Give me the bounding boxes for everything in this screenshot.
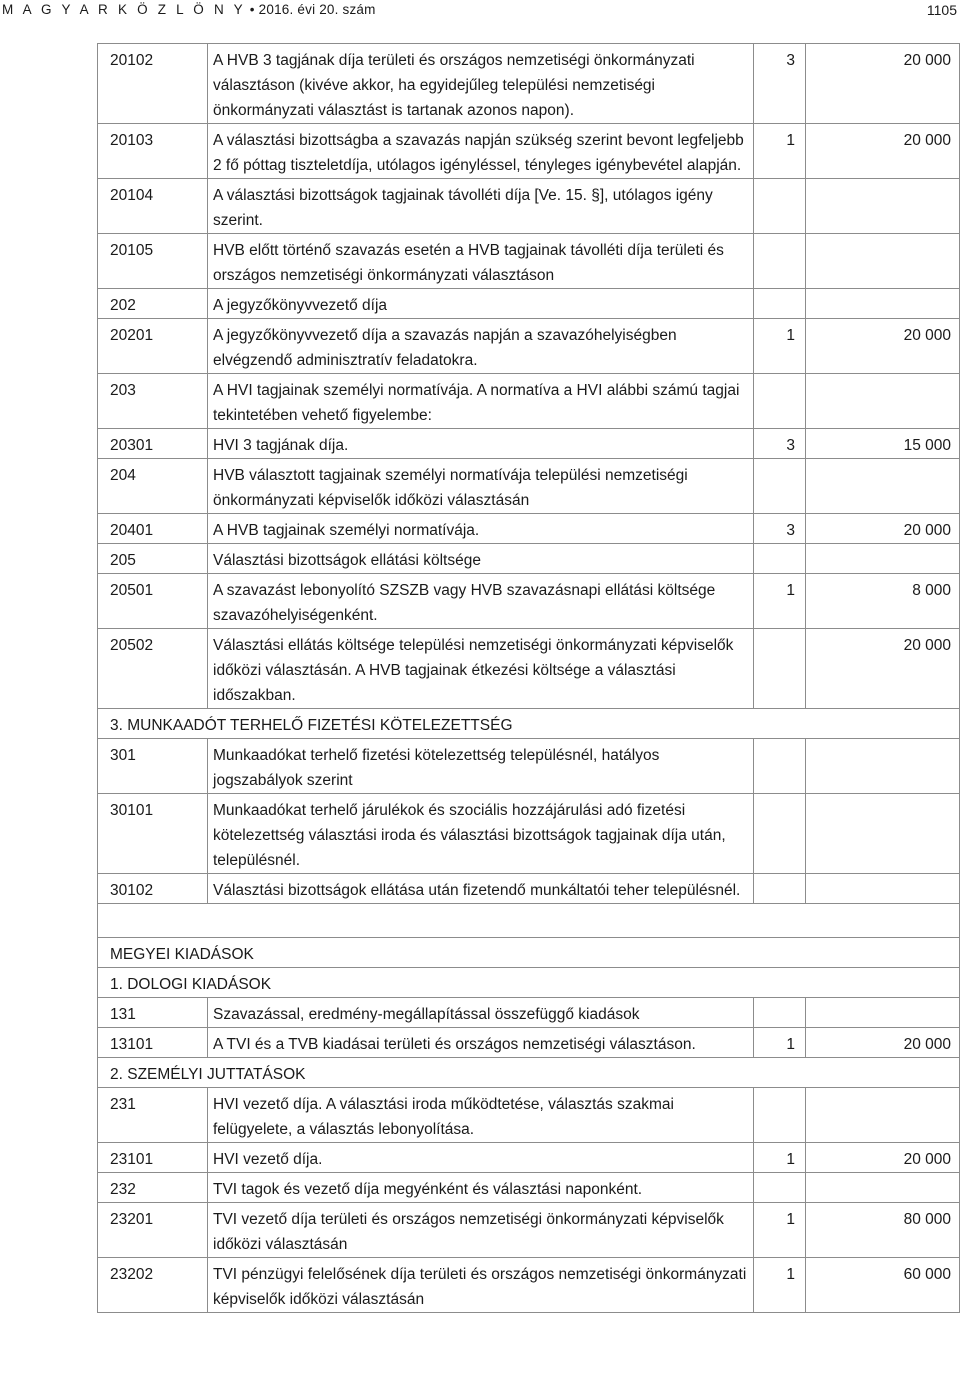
section-heading: 1. DOLOGI KIADÁSOK: [98, 968, 960, 998]
row-amount: 20 000: [806, 124, 960, 179]
row-code: 205: [98, 544, 208, 574]
row-code: 20201: [98, 319, 208, 374]
row-amount: 20 000: [806, 1143, 960, 1173]
table-row: [98, 179, 960, 234]
row-code: 23201: [98, 1203, 208, 1258]
row-description: A választási bizottságba a szavazás napján szükség szerint bevont legfeljebb 2 fő póttag tiszteletdíja, utólagos igényléssel, tényleges igénybevétel alapján.: [208, 124, 754, 179]
row-amount: [806, 289, 960, 319]
row-amount: 80 000: [806, 1203, 960, 1258]
section-heading-row: [98, 968, 960, 998]
row-code: 232: [98, 1173, 208, 1203]
table-row: [98, 1258, 960, 1313]
row-description: TVI vezető díja területi és országos nemzetiségi önkormányzati képviselők időközi választásán: [208, 1203, 754, 1258]
journal-title: M A G Y A R K Ö Z L Ö N Y: [2, 2, 246, 17]
row-code: 30102: [98, 874, 208, 904]
table-row: [98, 1028, 960, 1058]
row-code: 20501: [98, 574, 208, 629]
table-row: [98, 629, 960, 709]
row-code: 20301: [98, 429, 208, 459]
row-quantity: [754, 234, 806, 289]
empty-row: [98, 904, 960, 938]
row-quantity: [754, 629, 806, 709]
row-quantity: [754, 874, 806, 904]
row-quantity: [754, 794, 806, 874]
row-quantity: 1: [754, 574, 806, 629]
row-quantity: [754, 998, 806, 1028]
row-description: HVI 3 tagjának díja.: [208, 429, 754, 459]
section-heading-row: [98, 709, 960, 739]
table-row: [98, 514, 960, 544]
row-quantity: [754, 374, 806, 429]
row-quantity: 1: [754, 1143, 806, 1173]
table-row: [98, 459, 960, 514]
row-amount: [806, 739, 960, 794]
row-code: 204: [98, 459, 208, 514]
table-row: [98, 319, 960, 374]
section-heading: 2. SZEMÉLYI JUTTATÁSOK: [98, 1058, 960, 1088]
row-quantity: [754, 459, 806, 514]
empty-cell: [98, 904, 960, 938]
row-description: TVI tagok és vezető díja megyénként és választási naponként.: [208, 1173, 754, 1203]
row-description: A HVB tagjainak személyi normatívája.: [208, 514, 754, 544]
row-description: A jegyzőkönyvvezető díja a szavazás napján a szavazóhelyiségben elvégzendő adminisztratív feladatokra.: [208, 319, 754, 374]
row-code: 131: [98, 998, 208, 1028]
row-code: 20502: [98, 629, 208, 709]
row-quantity: [754, 1088, 806, 1143]
table-row: [98, 874, 960, 904]
page-header: [0, 0, 960, 24]
row-amount: 20 000: [806, 629, 960, 709]
table-row: [98, 794, 960, 874]
row-quantity: [754, 1173, 806, 1203]
row-code: 23101: [98, 1143, 208, 1173]
table-row: [98, 574, 960, 629]
row-description: Szavazással, eredmény-megállapítással összefüggő kiadások: [208, 998, 754, 1028]
running-head: [2, 2, 376, 17]
row-quantity: [754, 544, 806, 574]
table-row: [98, 1173, 960, 1203]
row-code: 20104: [98, 179, 208, 234]
table-row: [98, 124, 960, 179]
row-code: 301: [98, 739, 208, 794]
row-amount: [806, 1088, 960, 1143]
row-amount: 60 000: [806, 1258, 960, 1313]
row-code: 203: [98, 374, 208, 429]
row-amount: [806, 794, 960, 874]
row-amount: [806, 544, 960, 574]
budget-table-body: [98, 44, 960, 1313]
row-amount: [806, 234, 960, 289]
section-heading: 3. MUNKAADÓT TERHELŐ FIZETÉSI KÖTELEZETTSÉG: [98, 709, 960, 739]
row-description: Választási ellátás költsége települési nemzetiségi önkormányzati képviselők időközi választásán. A HVB tagjainak étkezési költsége a választási időszakban.: [208, 629, 754, 709]
row-quantity: 1: [754, 1258, 806, 1313]
row-quantity: 1: [754, 319, 806, 374]
header-bullet: •: [249, 2, 255, 17]
row-description: HVB előtt történő szavazás esetén a HVB tagjainak távolléti díja területi és országos nemzetiségi önkormányzati választáson: [208, 234, 754, 289]
row-amount: 8 000: [806, 574, 960, 629]
row-description: A jegyzőkönyvvezető díja: [208, 289, 754, 319]
row-code: 20105: [98, 234, 208, 289]
row-amount: [806, 179, 960, 234]
table-row: [98, 289, 960, 319]
row-description: HVI vezető díja.: [208, 1143, 754, 1173]
row-description: Választási bizottságok ellátási költsége: [208, 544, 754, 574]
table-row: [98, 998, 960, 1028]
budget-table: [97, 43, 960, 1313]
row-code: 30101: [98, 794, 208, 874]
row-description: Munkaadókat terhelő fizetési kötelezettség településnél, hatályos jogszabályok szerint: [208, 739, 754, 794]
row-quantity: 1: [754, 1203, 806, 1258]
row-code: 20401: [98, 514, 208, 544]
table-row: [98, 234, 960, 289]
row-amount: [806, 998, 960, 1028]
row-amount: 15 000: [806, 429, 960, 459]
table-row: [98, 1203, 960, 1258]
row-amount: 20 000: [806, 1028, 960, 1058]
row-description: TVI pénzügyi felelősének díja területi és országos nemzetiségi önkormányzati képviselők időközi választásán: [208, 1258, 754, 1313]
row-description: A HVB 3 tagjának díja területi és országos nemzetiségi önkormányzati választáson (kivéve akkor, ha egyidejűleg települési nemzetiségi önkormányzati választást is tartanak azonos napon).: [208, 44, 754, 124]
row-amount: [806, 874, 960, 904]
row-code: 13101: [98, 1028, 208, 1058]
table-row: [98, 1088, 960, 1143]
row-amount: 20 000: [806, 44, 960, 124]
row-description: A szavazást lebonyolító SZSZB vagy HVB szavazásnapi ellátási költsége szavazóhelyiségenként.: [208, 574, 754, 629]
row-quantity: [754, 179, 806, 234]
row-quantity: 1: [754, 1028, 806, 1058]
row-amount: 20 000: [806, 319, 960, 374]
row-code: 20103: [98, 124, 208, 179]
row-description: Választási bizottságok ellátása után fizetendő munkáltatói teher településnél.: [208, 874, 754, 904]
row-quantity: [754, 739, 806, 794]
row-description: HVB választott tagjainak személyi normatívája települési nemzetiségi önkormányzati képviselők időközi választásán: [208, 459, 754, 514]
issue-label: 2016. évi 20. szám: [258, 2, 376, 17]
section-heading-row: [98, 1058, 960, 1088]
table-row: [98, 1143, 960, 1173]
page-number: 1105: [926, 2, 957, 18]
table-row: [98, 429, 960, 459]
row-amount: [806, 374, 960, 429]
row-amount: [806, 1173, 960, 1203]
row-code: 23202: [98, 1258, 208, 1313]
row-quantity: 3: [754, 44, 806, 124]
section-heading: MEGYEI KIADÁSOK: [98, 938, 960, 968]
row-quantity: 3: [754, 429, 806, 459]
row-amount: [806, 459, 960, 514]
section-heading-row: [98, 938, 960, 968]
row-description: A HVI tagjainak személyi normatívája. A normatíva a HVI alábbi számú tagjai tekintetében vehető figyelembe:: [208, 374, 754, 429]
row-code: 231: [98, 1088, 208, 1143]
table-row: [98, 544, 960, 574]
row-amount: 20 000: [806, 514, 960, 544]
table-row: [98, 44, 960, 124]
table-row: [98, 739, 960, 794]
row-quantity: 1: [754, 124, 806, 179]
row-description: A választási bizottságok tagjainak távolléti díja [Ve. 15. §], utólagos igény szerint.: [208, 179, 754, 234]
row-quantity: [754, 289, 806, 319]
row-description: HVI vezető díja. A választási iroda működtetése, választás szakmai felügyelete, a választás lebonyolítása.: [208, 1088, 754, 1143]
row-description: Munkaadókat terhelő járulékok és szociális hozzájárulási adó fizetési kötelezettség választási iroda és választási bizottságok tagjainak díja után, településnél.: [208, 794, 754, 874]
row-code: 202: [98, 289, 208, 319]
row-code: 20102: [98, 44, 208, 124]
row-description: A TVI és a TVB kiadásai területi és országos nemzetiségi választáson.: [208, 1028, 754, 1058]
table-row: [98, 374, 960, 429]
row-quantity: 3: [754, 514, 806, 544]
